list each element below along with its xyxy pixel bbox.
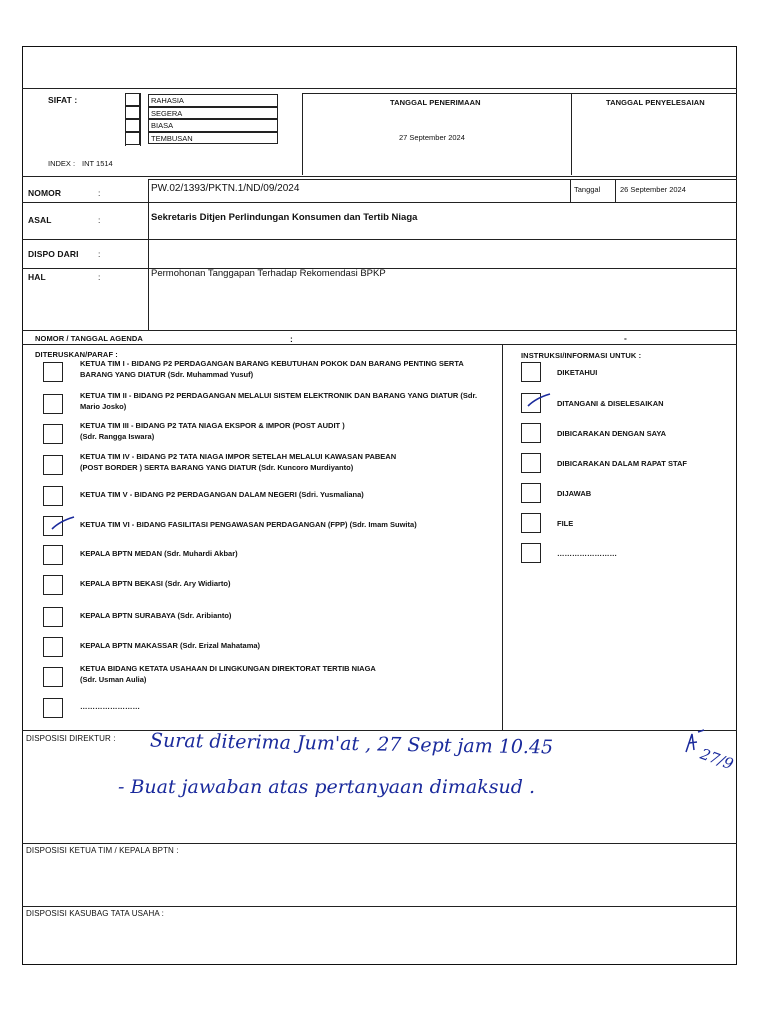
- instruksi-item-label: DIJAWAB: [557, 489, 592, 498]
- diteruskan-checkbox[interactable]: [43, 394, 63, 414]
- disposisi-direktur-note-line1: Surat diterima Jum'at , 27 Sept jam 10.45: [149, 729, 554, 759]
- diteruskan-item-label: [80, 358, 510, 380]
- tanggal-penerimaan-label: TANGGAL PENERIMAAN: [390, 98, 481, 107]
- sifat-checkbox-biasa[interactable]: [125, 119, 140, 132]
- diteruskan-checkbox[interactable]: [43, 545, 63, 565]
- instruksi-checkbox[interactable]: [521, 423, 541, 443]
- diteruskan-checkbox[interactable]: [43, 424, 63, 444]
- instruksi-item-label: ……………………: [557, 549, 617, 558]
- instruksi-item-label: DITANGANI & DISELESAIKAN: [557, 399, 664, 408]
- asal-value: Sekretaris Ditjen Perlindungan Konsumen dan Tertib Niaga: [151, 212, 418, 223]
- sifat-checkbox-segera[interactable]: [125, 106, 140, 119]
- instruksi-item-label: FILE: [557, 519, 574, 528]
- sifat-option-segera: SEGERA: [148, 107, 278, 120]
- asal-colon: :: [98, 215, 101, 225]
- section-bottom-line: [22, 730, 737, 731]
- diteruskan-item-label: [80, 390, 510, 412]
- tanggal-penerimaan-value: 27 September 2024: [399, 133, 465, 142]
- agenda-dash: -: [624, 333, 627, 343]
- row-divider: [22, 176, 737, 177]
- header-divider: [22, 88, 737, 89]
- diteruskan-item-line1: ……………………: [80, 702, 140, 711]
- diteruskan-checkbox[interactable]: [43, 667, 63, 687]
- diteruskan-checkbox[interactable]: [43, 362, 63, 382]
- diteruskan-checkbox[interactable]: [43, 698, 63, 718]
- disposisi-divider: [22, 906, 737, 907]
- hal-label: HAL: [28, 272, 46, 282]
- diteruskan-checkbox[interactable]: [43, 486, 63, 506]
- instruksi-item-label: DIBICARAKAN DENGAN SAYA: [557, 429, 667, 438]
- agenda-label: NOMOR / TANGGAL AGENDA: [35, 334, 143, 343]
- diteruskan-item-line1: KETUA TIM II - BIDANG P2 PERDAGANGAN MELALUI SISTEM ELEKTRONIK DAN BARANG YANG DIATUR (Sdr.: [80, 391, 478, 400]
- agenda-bottom-line: [22, 344, 737, 345]
- instruksi-checkbox[interactable]: [521, 483, 541, 503]
- field-value-divider: [148, 179, 149, 330]
- nomor-label: NOMOR: [28, 188, 62, 198]
- disposisi-divider: [22, 843, 737, 844]
- instruksi-item-label: DIBICARAKAN DALAM RAPAT STAF: [557, 459, 687, 468]
- instruksi-item-label: DIKETAHUI: [557, 368, 598, 377]
- hal-colon: :: [98, 272, 101, 282]
- diteruskan-item-line1: KETUA TIM V - BIDANG P2 PERDAGANGAN DALAM NEGERI (Sdri. Yusmaliana): [80, 490, 364, 499]
- sifat-option-tembusan: TEMBUSAN: [148, 132, 278, 145]
- checkmark-icon: [48, 515, 78, 535]
- dispo-dari-label: DISPO DARI: [28, 249, 79, 259]
- nomor-value: PW.02/1393/PKTN.1/ND/09/2024: [151, 183, 300, 194]
- form-frame: [22, 46, 737, 965]
- agenda-top-line: [22, 330, 737, 331]
- sifat-box-border: [140, 93, 141, 146]
- sifat-option-biasa: BIASA: [148, 119, 278, 132]
- hal-value: Permohonan Tanggapan Terhadap Rekomendasi BPKP: [151, 268, 386, 279]
- diteruskan-checkbox[interactable]: [43, 575, 63, 595]
- diteruskan-item-label: [80, 451, 510, 473]
- disposisi-direktur-label: DISPOSISI DIREKTUR :: [26, 734, 116, 743]
- index-label: INDEX :: [48, 159, 76, 168]
- diteruskan-item-label: [80, 701, 510, 712]
- diteruskan-item-line1: KETUA TIM I - BIDANG P2 PERDAGANGAN BARANG KEBUTUHAN POKOK DAN BARANG PENTING SERTA: [80, 359, 464, 368]
- instruksi-checkbox[interactable]: [521, 543, 541, 563]
- diteruskan-item-label: [80, 663, 510, 685]
- instruksi-checkbox[interactable]: [521, 513, 541, 533]
- instruksi-checkbox[interactable]: [521, 362, 541, 382]
- sifat-checkbox-rahasia[interactable]: [125, 93, 140, 106]
- diteruskan-item-line2: BARANG YANG DIATUR (Sdr. Muhammad Yusuf): [80, 370, 254, 379]
- disposisi-ketua-label: DISPOSISI KETUA TIM / KEPALA BPTN :: [26, 846, 179, 855]
- diteruskan-item-label: [80, 640, 510, 651]
- diteruskan-item-label: [80, 548, 510, 559]
- tanggal-divider: [570, 179, 571, 202]
- instruksi-label: INSTRUKSI/INFORMASI UNTUK :: [521, 351, 642, 360]
- disposisi-direktur-initial: 27/9: [697, 744, 736, 774]
- nomor-colon: :: [98, 188, 101, 198]
- row-divider: [22, 202, 737, 203]
- diteruskan-label: DITERUSKAN/PARAF :: [35, 350, 118, 359]
- diteruskan-item-line1: KEPALA BPTN MAKASSAR (Sdr. Erizal Mahatama): [80, 641, 261, 650]
- diteruskan-checkbox[interactable]: [43, 637, 63, 657]
- agenda-colon: :: [290, 334, 293, 344]
- tanggal-divider: [615, 179, 616, 202]
- diteruskan-item-label: [80, 610, 510, 621]
- diteruskan-checkbox[interactable]: [43, 455, 63, 475]
- asal-label: ASAL: [28, 215, 52, 225]
- diteruskan-item-line2: Mario Josko): [80, 402, 127, 411]
- disposisi-direktur-note-line2: - Buat jawaban atas pertanyaan dimaksud .: [118, 776, 535, 798]
- diteruskan-checkbox[interactable]: [43, 607, 63, 627]
- sifat-label: SIFAT :: [48, 95, 78, 105]
- diteruskan-item-line1: KETUA TIM VI - BIDANG FASILITASI PENGAWASAN PERDAGANGAN (FPP) (Sdr. Imam Suwita): [80, 520, 417, 529]
- diteruskan-item-line2: (Sdr. Usman Aulia): [80, 675, 147, 684]
- row-divider: [22, 239, 737, 240]
- diteruskan-item-line1: KETUA TIM IV - BIDANG P2 TATA NIAGA IMPOR SETELAH MELALUI KAWASAN PABEAN: [80, 452, 397, 461]
- diteruskan-item-line1: KEPALA BPTN BEKASI (Sdr. Ary Widiarto): [80, 579, 231, 588]
- diteruskan-item-line2: (POST BORDER ) SERTA BARANG YANG DIATUR (Sdr. Kuncoro Murdiyanto): [80, 463, 354, 472]
- header-col-divider: [302, 93, 303, 175]
- tanggal-label: Tanggal: [574, 185, 601, 194]
- sifat-option-rahasia: RAHASIA: [148, 94, 278, 107]
- diteruskan-item-line1: KEPALA BPTN MEDAN (Sdr. Muhardi Akbar): [80, 549, 238, 558]
- instruksi-checkbox[interactable]: [521, 453, 541, 473]
- diteruskan-item-line1: KEPALA BPTN SURABAYA (Sdr. Aribianto): [80, 611, 232, 620]
- diteruskan-item-line2: (Sdr. Rangga Iswara): [80, 432, 155, 441]
- diteruskan-item-line1: KETUA TIM III - BIDANG P2 TATA NIAGA EKSPOR & IMPOR (POST AUDIT ): [80, 421, 345, 430]
- sifat-checkbox-tembusan[interactable]: [125, 132, 140, 145]
- dispo-dari-colon: :: [98, 249, 101, 259]
- tanggal-penyelesaian-label: TANGGAL PENYELESAIAN: [606, 98, 705, 107]
- tanggal-value: 26 September 2024: [620, 185, 686, 194]
- signature-mark: [680, 728, 710, 756]
- header-row-top: [302, 93, 737, 94]
- header-col-divider: [571, 93, 572, 175]
- diteruskan-item-label: [80, 489, 510, 500]
- disposisi-kasubag-label: DISPOSISI KASUBAG TATA USAHA :: [26, 909, 165, 918]
- index-value: INT 1514: [82, 159, 113, 168]
- diteruskan-item-label: [80, 519, 510, 530]
- diteruskan-item-line1: KETUA BIDANG KETATA USAHAAN DI LINGKUNGAN DIREKTORAT TERTIB NIAGA: [80, 664, 376, 673]
- diteruskan-item-label: [80, 578, 510, 589]
- diteruskan-item-label: [80, 420, 510, 442]
- row-divider: [148, 179, 737, 180]
- checkmark-icon: [524, 392, 554, 412]
